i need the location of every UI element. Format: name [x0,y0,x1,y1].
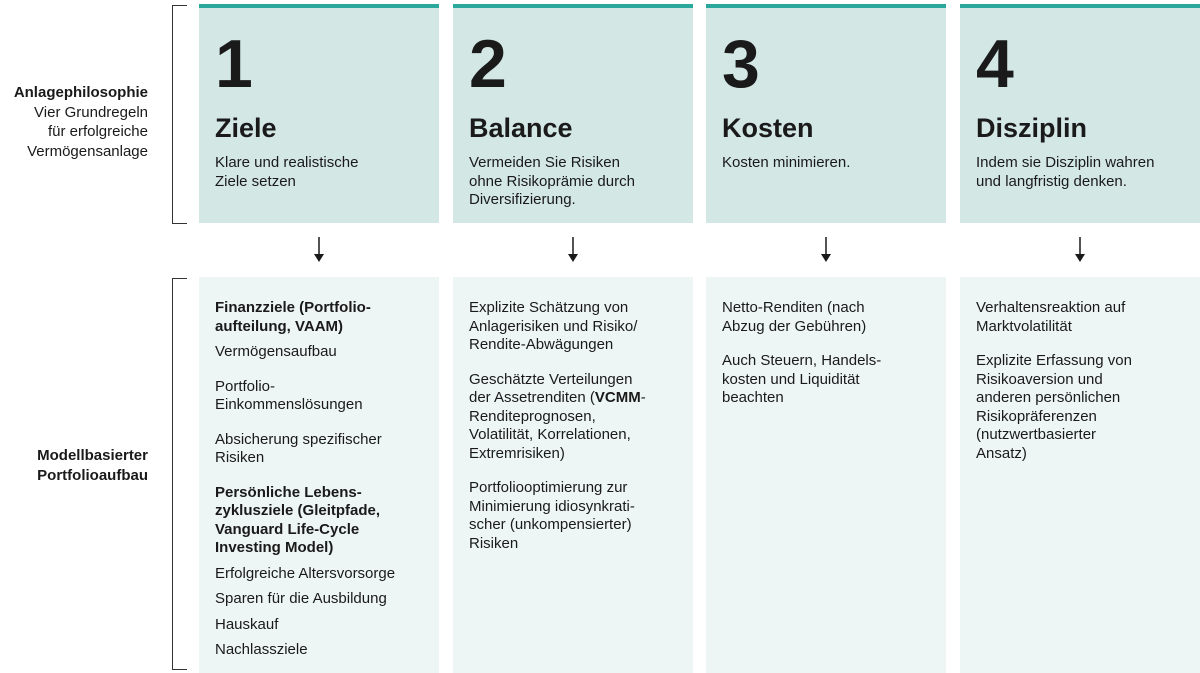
detail-item: Netto-Renditen (nach Abzug der Gebühren) [722,299,867,335]
detail-item: Sparen für die Ausbildung [215,590,387,607]
desc-line: Vermeiden Sie Risiken [469,154,620,171]
detail-card-balance [453,277,693,673]
detail-item: Verhaltensreaktion auf Marktvolatilität [976,299,1126,335]
detail-item: Geschätzte Verteilungen der Assetrenditen (VCMM- Renditeprognosen, Volatilität, Korrelationen, Extremrisiken) [469,370,646,462]
detail-card-disziplin [960,277,1200,673]
philosophy-subtitle-line: für erfolgreiche [47,123,148,140]
desc-line: Kosten minimieren. [722,154,851,171]
detail-item: Nachlassziele [215,641,308,658]
down-arrow-icon [819,237,833,263]
principle-number: 4 [976,26,1013,102]
down-arrow-icon [1073,237,1087,263]
philosophy-label [14,83,148,161]
principle-card-kosten [706,4,946,223]
detail-item: Auch Steuern, Handels- kosten und Liquidität beachten [722,352,882,406]
detail-item: Portfoliooptimierung zur Minimierung idiosynkrati- scher (unkompensierter) Risiken [469,479,635,552]
principle-heading: Balance [469,113,573,143]
down-arrow-icon [566,237,580,263]
down-arrow-icon [312,237,326,263]
detail-card-kosten [706,277,946,673]
principle-number: 2 [469,26,506,102]
detail-heading: Finanzziele (Portfolio- aufteilung, VAAM) [215,299,371,335]
desc-line: Klare und realistische [215,154,359,171]
principle-card-disziplin [960,4,1200,223]
principle-card-ziele [199,4,439,223]
detail-item: Portfolio- Einkommenslösungen [215,377,363,413]
philosophy-subtitle-line: Vier Grundregeln [34,103,148,121]
principle-description [976,154,1184,191]
desc-line: Ziele setzen [215,172,296,190]
desc-line: ohne Risikoprämie durch [469,172,635,190]
detail-item: Erfolgreiche Altersvorsorge [215,564,396,582]
detail-item: Explizite Erfassung von Risikoaversion und anderen persönlichen Risikopräferenzen (nutzwertbasierter Ansatz) [976,352,1132,462]
desc-line: und langfristig denken. [976,172,1127,190]
principle-heading: Kosten [722,113,814,143]
principle-number: 1 [215,26,252,102]
philosophy-bracket [172,5,187,224]
principle-number: 3 [722,26,759,102]
detail-item: Vermögensaufbau [215,343,337,360]
detail-heading: Persönliche Lebens- zyklusziele (Gleitpfade, Vanguard Life-Cycle Investing Model) [215,483,381,556]
principle-description [469,154,677,210]
portfolio-construction-label [37,446,148,485]
principle-description [215,154,423,191]
principle-description [722,154,930,173]
detail-item: Absicherung spezifischer Risiken [215,430,382,466]
portfolio-bracket [172,278,187,670]
portfolio-title-line: Modellbasierter [37,447,148,464]
principle-card-balance [453,4,693,223]
portfolio-title-line: Portfolioaufbau [37,466,148,484]
detail-item: Explizite Schätzung von Anlagerisiken und Risiko/ Rendite-Abwägungen [469,299,638,353]
philosophy-subtitle-line: Vermögensanlage [27,142,148,160]
desc-line: Diversifizierung. [469,191,576,208]
desc-line: Indem sie Disziplin wahren [976,154,1155,171]
principle-heading: Disziplin [976,113,1088,143]
detail-card-ziele [199,277,439,673]
philosophy-title: Anlagephilosophie [13,84,148,101]
detail-item: Hauskauf [215,615,279,633]
principle-heading: Ziele [215,113,277,143]
